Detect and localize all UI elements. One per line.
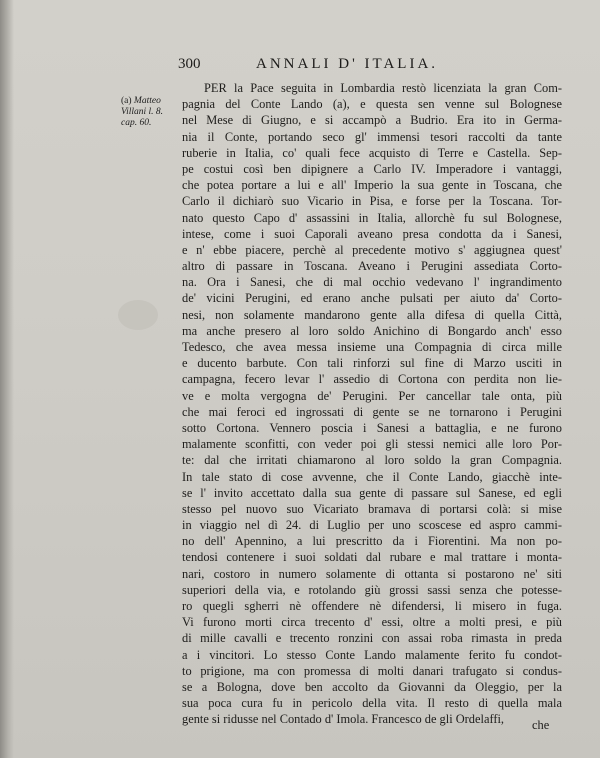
margin-note-line: Matteo: [133, 96, 161, 106]
text-line: stesso pel nuovo suo Vicariato bramava di portarsi colà: si mise: [182, 501, 562, 516]
text-line: ve e molta vergogna de' Perugini. Per cancellar tale onta, più: [182, 388, 562, 403]
text-line: in viaggio nel dì 24. di Luglio per uno scoscese ed aspro cammi-: [182, 518, 562, 533]
text-line: se a Bologna, dove ben accolto da Giovanni da Oleggio, per la: [182, 679, 562, 694]
text-line: gente si ridusse nel Contado d' Imola. Francesco de gli Ordelaffi,: [182, 712, 505, 727]
text-line: ro quegli sgherri nè offendere nè difendersi, li misero in fuga.: [182, 599, 562, 613]
text-line: sotto Cortona. Vennero poscia i Sanesi a battaglia, e ne furono: [182, 420, 562, 435]
text-line: ma anche presero al loro soldo Anichino di Bongardo anch' esso: [182, 323, 562, 338]
text-line: de' vicini Perugini, ed erano anche pulsati per aiuto da' Corto-: [182, 291, 562, 306]
text-line: In tale stato di cose avvenne, che il Conte Lando, giacchè inte-: [182, 469, 562, 484]
margin-note: [121, 96, 177, 129]
running-title: ANNALI D' ITALIA.: [256, 56, 439, 72]
text-line: no dell' Apennino, a lui prescritto da i Fiorentini. Ma non po-: [182, 534, 562, 549]
text-line: Tedesco, che avea messa insieme una Compagnia di circa mille: [182, 340, 562, 354]
text-line: nel Mese di Giugno, e si accampò a Budrio. Era ito in Germa-: [182, 113, 562, 128]
text-line: che mai feroci ed ingrossati di gente se ne tornarono i Perugini: [182, 404, 562, 419]
text-line: pe costui così ben dipignere a Carlo IV. Imperadore i vantaggi,: [182, 161, 562, 176]
text-line: PER la Pace seguita in Lombardia restò licenziata la gran Com-: [204, 81, 562, 95]
text-line: sua poca cura fu in pericolo della vita. Il resto di quella mala: [182, 696, 562, 711]
text-line: Vi furono morti circa trecento d' essi, oltre a molti presi, e più: [182, 615, 562, 630]
running-header: [178, 56, 478, 78]
text-line: a i vincitori. Lo stesso Conte Lando malamente ferito fu condot-: [182, 647, 562, 662]
text-line: che potea portare a lui e all' Imperio la sua gente in Toscana, che: [182, 178, 562, 193]
page-spine-shadow: [0, 0, 14, 758]
text-line: pagnia del Conte Lando (a), e questa sen venne sul Bolognese: [182, 97, 562, 112]
text-line: te: dal che irritati chiamarono al loro soldo la gran Compagnia.: [182, 453, 562, 468]
text-line: di mille cavalli e trecento ronzini con assai roba rimasta in preda: [182, 631, 562, 646]
text-line: nato questo Capo d' assassini in Italia, allorchè fu sul Bolognese,: [182, 210, 562, 225]
text-line: tendosi contenere i suoi soldati dal rubare e mal trattare i monta-: [182, 550, 562, 565]
text-line: nari, costoro in numero solamente di ottanta si postarono ne' siti: [182, 566, 562, 581]
text-line: ruberie in Italia, co' quali fece acquisto di Terre e Castella. Sep-: [182, 145, 562, 160]
text-line: nesi, non solamente mandarono gente alla difesa di quella Città,: [182, 307, 562, 322]
text-line: superiori della via, e rotolando giù grossi sassi senza che potesse-: [182, 582, 562, 597]
catchword: che: [532, 718, 550, 732]
text-line: malamente sconfitti, con veder poi gli stessi nemici alle loro Por-: [182, 437, 562, 452]
text-line: e ducento barbute. Con tali rinforzi sul fine di Marzo usciti in: [182, 356, 562, 371]
body-text: [182, 80, 562, 728]
margin-note-line: Villani l. 8.: [121, 107, 164, 117]
text-line: to prigione, ma con promessa di molti danari trafugato si condus-: [182, 663, 562, 678]
text-line: altro di passare in Toscana. Aveano i Perugini assediata Corto-: [182, 259, 562, 274]
text-line: intese, come i suoi Caporali aveano presa condotta da i Sanesi,: [182, 226, 562, 241]
text-line: Carlo il dichiarò suo Vicario in Pisa, e forse per la Toscana. Tor-: [182, 194, 562, 209]
text-line: se l' invito accettato dalla sua gente di passare sul Sanese, ed egli: [182, 485, 562, 500]
paper-stain: [118, 300, 158, 330]
text-line: e n' ebbe piacere, perchè al precedente motivo s' aggiugnea quest': [182, 242, 562, 257]
text-line: na. Ora i Sanesi, che di mal occhio vedevano l' ingrandimento: [182, 275, 562, 290]
margin-note-ref: (a): [121, 96, 132, 106]
text-line: nia il Conte, portando seco gl' immensi tesori raccolti da tante: [182, 129, 562, 144]
text-line: campagna, fecero levar l' assedio di Cortona con perdita non lie-: [182, 372, 562, 387]
page-number: 300: [178, 56, 201, 72]
margin-note-line: cap. 60.: [121, 118, 152, 128]
